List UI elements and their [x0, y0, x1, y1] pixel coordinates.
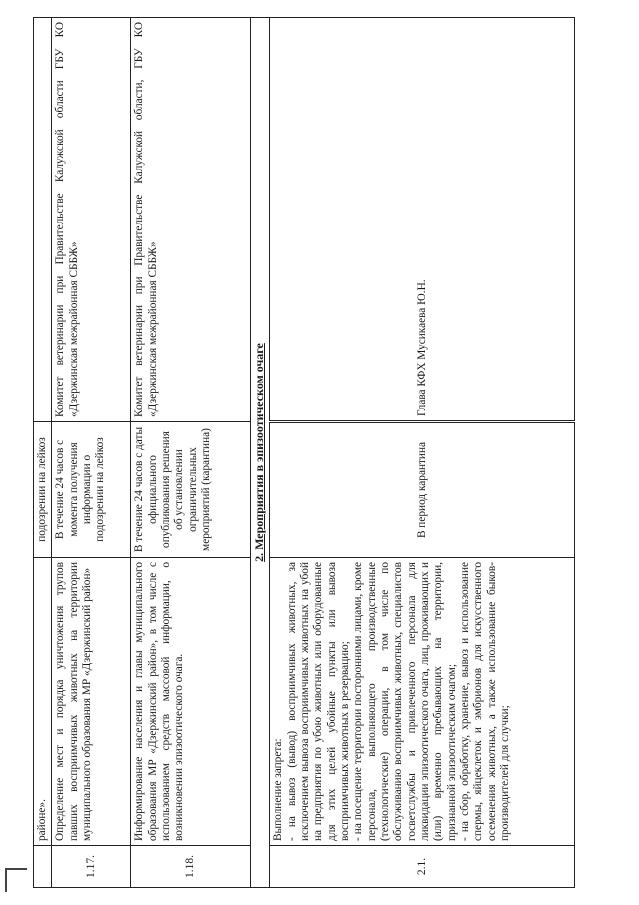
responsible-cell: Комитет ветеринарии при Правительстве Калужской области, ГБУ КО «Дзержинская межрайонная СББЖ»	[131, 18, 251, 422]
table-row	[270, 18, 575, 888]
table-row	[131, 18, 251, 888]
rotated-document-page	[33, 18, 593, 888]
responsible-cell	[34, 18, 52, 422]
measure-heading: Выполнение запрета:	[272, 738, 285, 841]
measure-cell: Определение мест и порядка уничтожения трупов павших восприимчивых животных на территории муниципального образования МР «Дзержинский район»	[52, 558, 131, 846]
measure-cell: Информирование населения и главы муниципального образования МР «Дзержинский район», в том числе с использованием средств массовой информации, о возникновении эпизоотического очага.	[131, 558, 251, 846]
restriction-list	[286, 562, 513, 841]
responsible-cell: Комитет ветеринарии при Правительстве Калужской области ГБУ КО «Дзержинская межрайонная СББЖ»	[52, 18, 131, 422]
responsible-cell: Глава КФХ Мусикаева Ю.Н.	[270, 18, 575, 422]
section-heading-row	[251, 18, 270, 888]
list-item: - на посещение территории посторонними лицами, кроме персонала, выполняющего производственные (технологические) операции, в том числе по обслуживанию восприимчивых животных, специалистов госветслужбы и привлеченного персонала для ликвидации эпизоотического очага, лиц, проживающих и (или) временно пребывающих на территории, признанной эпизоотическим очагом;	[352, 562, 458, 841]
table-row	[34, 18, 52, 888]
row-number-cell	[34, 846, 52, 888]
period-cell: В период карантина	[270, 422, 575, 558]
section-heading: 2. Мероприятия в эпизоотическом очаге	[251, 18, 270, 888]
row-number-cell: 1.18.	[131, 846, 251, 888]
table-row	[52, 18, 131, 888]
measure-cell: районе».	[34, 558, 52, 846]
row-number-cell: 1.17.	[52, 846, 131, 888]
period-cell: подозрении на лейкоз	[34, 422, 52, 558]
period-cell: В течение 24 часов с момента получения информации о подозрении на лейкоз	[52, 422, 131, 558]
list-item: - на сбор, обработку, хранение, вывоз и использование спермы, яйцеклеток и эмбрионов для искусственного осеменения животных, а также использование быков-производителей для случки;	[458, 562, 511, 841]
period-cell: В течение 24 часов с даты официального опубликования решения об установлении ограничительных мероприятий (карантина)	[131, 422, 251, 558]
list-item: - на вывоз (вывод) восприимчивых животных, за исключением вывоза восприимчивых животных на убой на предприятия по убою животных или оборудованные для этих целей убойные пункты или вывоза восприимчивых животных в резервацию;	[285, 562, 351, 841]
row-number-cell: 2.1.	[270, 846, 575, 888]
measures-table	[33, 17, 575, 888]
measure-cell	[270, 558, 575, 846]
scan-corner-mark	[5, 868, 27, 892]
